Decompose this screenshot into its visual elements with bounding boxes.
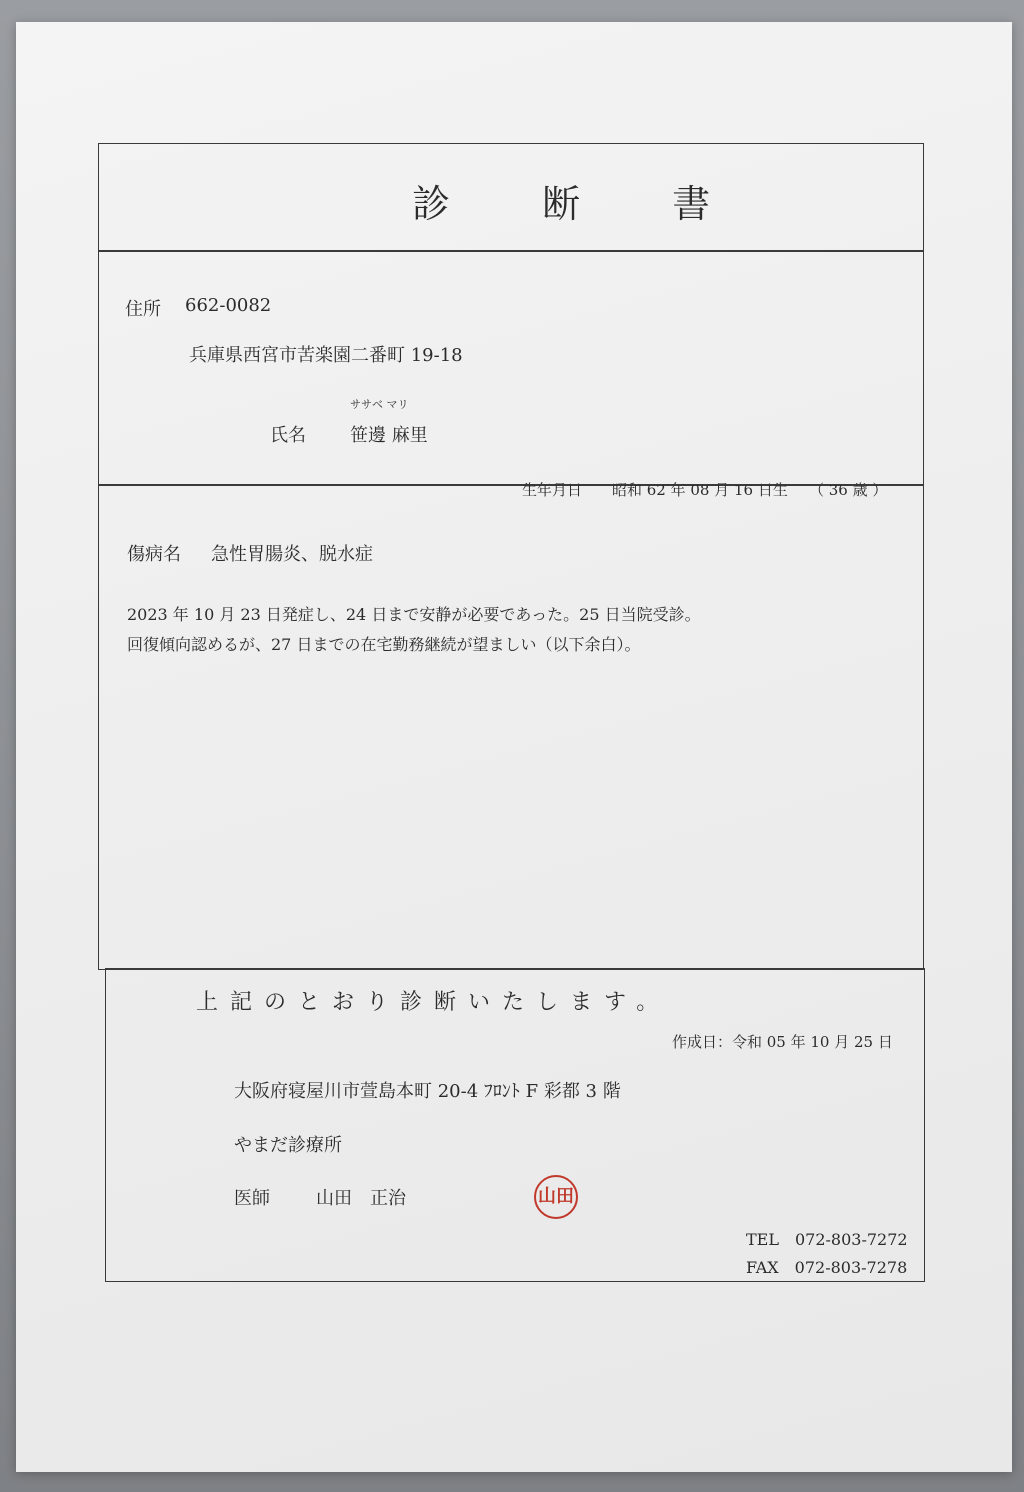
title-section [98, 143, 924, 252]
patient-name-kana: ササベ マリ [350, 398, 409, 411]
birth-date: 昭和 62 年 08 月 16 日生 [612, 481, 788, 499]
diagnosis-section [98, 484, 924, 970]
diagnosis-detail-line-1: 2023 年 10 月 23 日発症し、24 日まで安静が必要であった。25 日当院受診。 [127, 605, 701, 624]
clinic-address: 大阪府寝屋川市萱島本町 20-4 ﾌﾛﾝﾄ F 彩都 3 階 [234, 1081, 621, 1102]
diagnosis-label: 傷病名 [127, 544, 181, 565]
created-date: 作成日：令和 05 年 10 月 25 日 [672, 1033, 893, 1051]
diagnosis-detail-line-2: 回復傾向認めるが、27 日までの在宅勤務継続が望ましい（以下余白）。 [127, 635, 641, 654]
certificate-paper [16, 22, 1012, 1472]
clinic-name: やまだ診療所 [234, 1135, 342, 1156]
fax-number: FAX 072-803-7278 [746, 1258, 908, 1277]
diagnosis-value: 急性胃腸炎、脱水症 [211, 544, 373, 565]
certification-statement: 上記のとおり診断いたします。 [196, 990, 671, 1015]
patient-address: 兵庫県西宮市苦楽園二番町 19-18 [189, 345, 463, 366]
patient-age: （ 36 歳 ） [809, 481, 888, 499]
document-title: 診 断 書 [412, 182, 751, 226]
patient-name: 笹邊 麻里 [350, 425, 428, 446]
birth-label: 生年月日 [522, 481, 583, 499]
address-label: 住所 [125, 299, 161, 320]
seal-stamp: 山田 [534, 1175, 578, 1219]
name-label: 氏名 [270, 425, 306, 446]
patient-section [98, 250, 924, 499]
postal-code: 662-0082 [185, 295, 272, 316]
doctor-label: 医師 [234, 1188, 270, 1209]
doctor-name: 山田 正治 [316, 1188, 406, 1209]
tel-number: TEL 072-803-7272 [746, 1230, 908, 1249]
certification-section [105, 968, 925, 1282]
